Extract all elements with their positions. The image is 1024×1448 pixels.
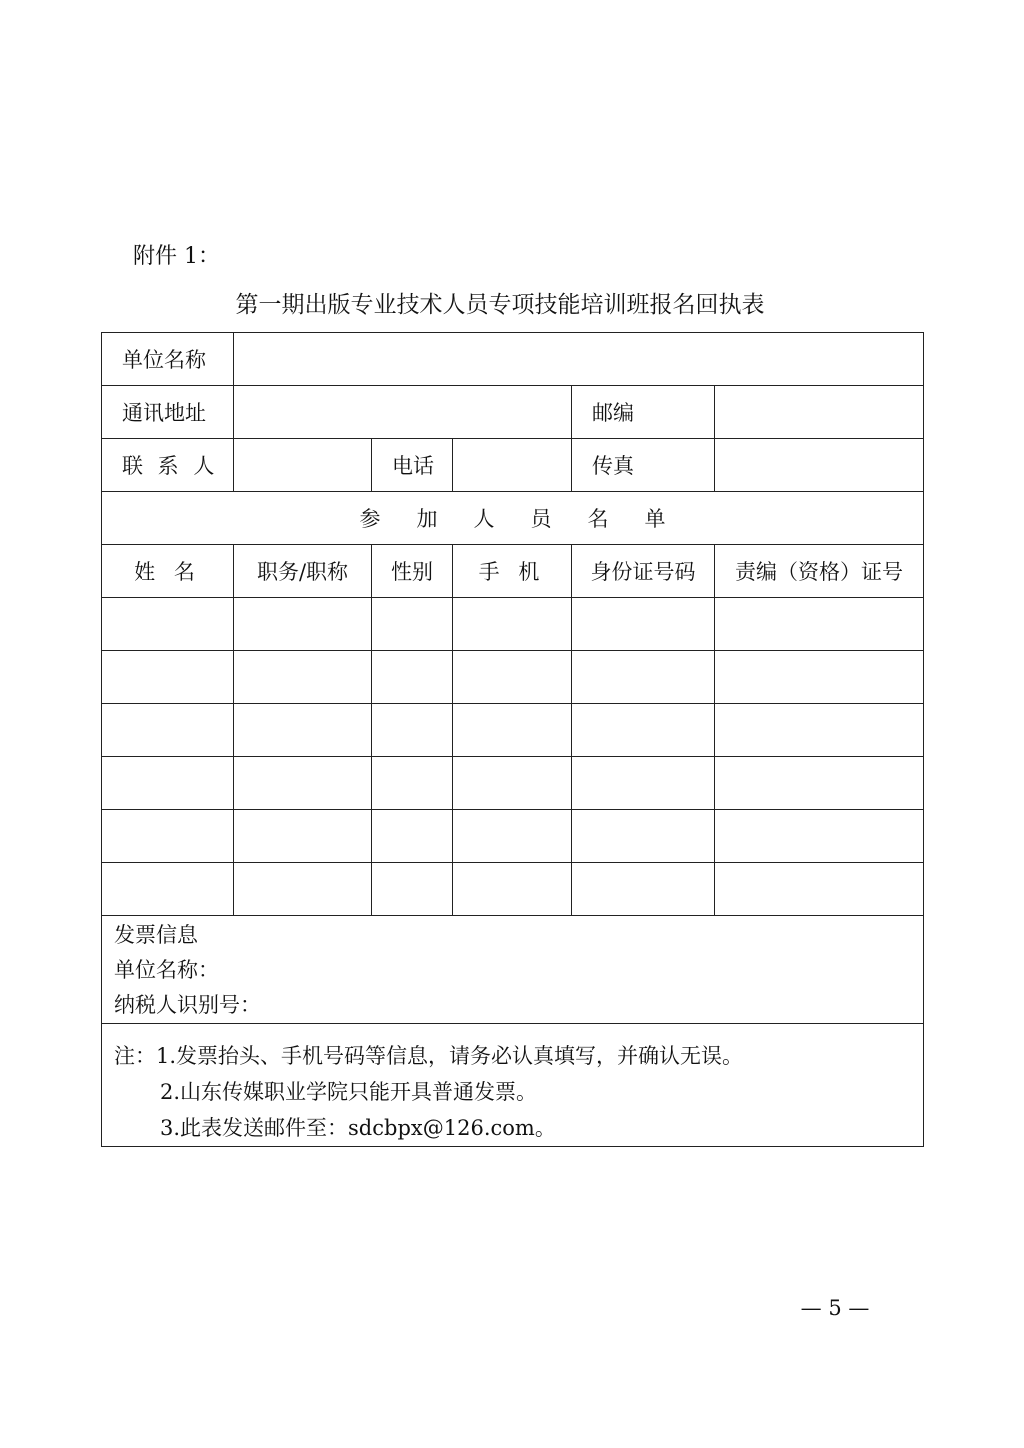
id-number-cell[interactable] [572,651,715,704]
invoice-info[interactable] [102,916,924,1024]
mobile-cell[interactable] [453,651,572,704]
mobile-cell[interactable] [453,810,572,863]
mobile-cell[interactable] [453,598,572,651]
address-field[interactable] [234,386,572,439]
unit-name-row [102,333,924,386]
gender-cell[interactable] [372,598,453,651]
col-header-editor-cert: 责编（资格）证号 [715,545,924,598]
address-label: 通讯地址 [102,386,234,439]
name-cell[interactable] [102,704,234,757]
participant-row [102,863,924,916]
notes-cell [102,1024,924,1147]
invoice-row [102,916,924,1024]
invoice-heading: 发票信息 [114,923,198,947]
mobile-cell[interactable] [453,757,572,810]
col-header-id-number: 身份证号码 [572,545,715,598]
contact-row [102,439,924,492]
contact-label: 联 系 人 [102,439,234,492]
notes-row [102,1024,924,1147]
registration-form [101,332,924,1147]
gender-cell[interactable] [372,863,453,916]
name-cell[interactable] [102,651,234,704]
position-cell[interactable] [234,757,372,810]
postcode-label: 邮编 [572,386,715,439]
editor-cert-cell[interactable] [715,651,924,704]
col-header-name: 姓 名 [102,545,234,598]
col-header-gender: 性别 [372,545,453,598]
id-number-cell[interactable] [572,598,715,651]
name-cell[interactable] [102,598,234,651]
form-title: 第一期出版专业技术人员专项技能培训班报名回执表 [235,292,765,318]
editor-cert-cell[interactable] [715,704,924,757]
postcode-field[interactable] [715,386,924,439]
editor-cert-cell[interactable] [715,598,924,651]
column-header-row [102,545,924,598]
fax-label: 传真 [572,439,715,492]
gender-cell[interactable] [372,704,453,757]
participant-row [102,757,924,810]
name-cell[interactable] [102,757,234,810]
id-number-cell[interactable] [572,863,715,916]
name-cell[interactable] [102,863,234,916]
id-number-cell[interactable] [572,810,715,863]
gender-cell[interactable] [372,651,453,704]
position-cell[interactable] [234,598,372,651]
attachment-label: 附件 1： [133,244,220,269]
participant-row [102,598,924,651]
position-cell[interactable] [234,810,372,863]
page-number: — 5 — [800,1296,870,1320]
participants-header-row [102,492,924,545]
phone-field[interactable] [453,439,572,492]
gender-cell[interactable] [372,810,453,863]
position-cell[interactable] [234,863,372,916]
editor-cert-cell[interactable] [715,863,924,916]
gender-cell[interactable] [372,757,453,810]
unit-name-label: 单位名称 [102,333,234,386]
note-item: 3.此表发送邮件至：sdcbpx@126.com。 [160,1116,556,1140]
invoice-unit-name-label: 单位名称： [114,958,219,982]
col-header-position: 职务/职称 [234,545,372,598]
address-row [102,386,924,439]
id-number-cell[interactable] [572,757,715,810]
fax-field[interactable] [715,439,924,492]
position-cell[interactable] [234,651,372,704]
id-number-cell[interactable] [572,704,715,757]
unit-name-field[interactable] [234,333,924,386]
invoice-taxpayer-id-label: 纳税人识别号： [114,993,261,1017]
position-cell[interactable] [234,704,372,757]
phone-label: 电话 [372,439,453,492]
editor-cert-cell[interactable] [715,757,924,810]
participants-header: 参加人员名单 [102,492,924,545]
mobile-cell[interactable] [453,704,572,757]
editor-cert-cell[interactable] [715,810,924,863]
participant-row [102,810,924,863]
mobile-cell[interactable] [453,863,572,916]
participant-row [102,651,924,704]
contact-field[interactable] [234,439,372,492]
participant-row [102,704,924,757]
note-item: 2.山东传媒职业学院只能开具普通发票。 [160,1080,538,1104]
note-item: 注：1.发票抬头、手机号码等信息，请务必认真填写，并确认无误。 [114,1044,744,1068]
name-cell[interactable] [102,810,234,863]
col-header-mobile: 手 机 [453,545,572,598]
